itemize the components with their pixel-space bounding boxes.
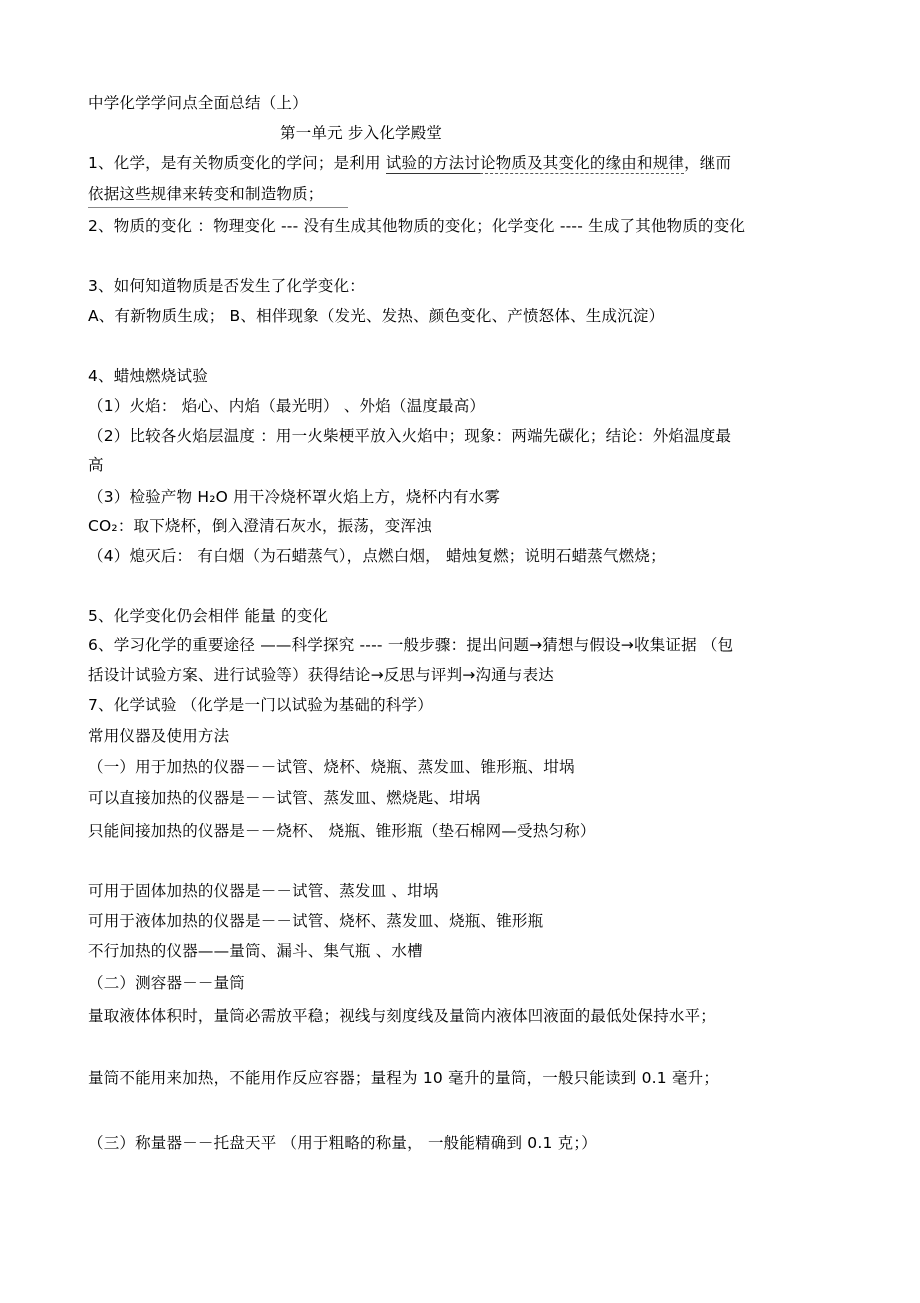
point-4: 4、蜡烛燃烧试验 — [88, 367, 208, 385]
point-6-line-b: 括设计试验方案、进行试验等）获得结论→反思与评判→沟通与表达 — [88, 666, 554, 684]
point-7-item-2: 可以直接加热的仪器是－－试管、蒸发皿、燃烧匙、坩埚 — [88, 789, 481, 807]
measuring-note-2: 量筒不能用来加热，不能用作反应容器；量程为 10 毫升的量筒，一般只能读到 0.1 毫升； — [88, 1069, 720, 1087]
point-7: 7、化学试验 （化学是一门以试验为基础的科学） — [88, 696, 433, 714]
point-7-item-1: （一）用于加热的仪器－－试管、烧杯、烧瓶、蒸发皿、锥形瓶、坩埚 — [88, 758, 575, 776]
point-1-prefix: 1、化学，是有关物质变化的学问；是利用 — [88, 154, 386, 172]
point-3-detail: A、有新物质生成； B、相伴现象（发光、发热、颜色变化、产愤怒体、生成沉淀） — [88, 307, 665, 325]
point-6-line-a: 6、学习化学的重要途径 ——科学探究 ---- 一般步骤：提出问题→猜想与假设→收集证据 （包 — [88, 636, 734, 654]
point-7-item-6: 不行加热的仪器——量筒、漏斗、集气瓶 、水槽 — [88, 942, 423, 960]
point-7-subheading: 常用仪器及使用方法 — [88, 727, 230, 745]
point-4-item-2-a: （2）比较各火焰层温度 ：用一火柴梗平放入火焰中；现象：两端先碳化；结论：外焰温度最 — [88, 427, 732, 445]
section-balance: （三）称量器－－托盘天平 （用于粗略的称量， 一般能精确到 0.1 克；） — [88, 1134, 598, 1152]
doc-title: 中学化学学问点全面总结（上） — [88, 94, 308, 112]
point-1-line-b: 依据这些规律来转变和制造物质； — [88, 185, 324, 203]
point-4-item-3-a: （3）检验产物 H₂O 用干冷烧杯罩火焰上方，烧杯内有水雾 — [88, 488, 501, 506]
point-7-item-3: 只能间接加热的仪器是－－烧杯、 烧瓶、锥形瓶（垫石棉网—受热匀称） — [88, 822, 596, 840]
underlined-phrase-2: 论物质及其变化的缘由和规律 — [480, 154, 685, 172]
section-measuring: （二）测容器－－量筒 — [88, 974, 246, 992]
point-5: 5、化学变化仍会相伴 能量 的变化 — [88, 607, 329, 625]
point-4-item-4: （4）熄灭后： 有白烟（为石蜡蒸气），点燃白烟， 蜡烛复燃；说明石蜡蒸气燃烧； — [88, 547, 666, 565]
point-7-item-5: 可用于液体加热的仪器是－－试管、烧杯、蒸发皿、烧瓶、锥形瓶 — [88, 912, 544, 930]
point-4-item-3-b: CO₂：取下烧杯，倒入澄清石灰水，振荡，变浑浊 — [88, 517, 432, 535]
point-3: 3、如何知道物质是否发生了化学变化： — [88, 277, 365, 295]
point-4-item-2-b: 高 — [88, 456, 104, 474]
divider-rule — [88, 207, 348, 208]
point-4-item-1: （1）火焰： 焰心、内焰（最光明） 、外焰（温度最高） — [88, 397, 486, 415]
measuring-note-1: 量取液体体积时，量筒必需放平稳；视线与刻度线及量筒内液体凹液面的最低处保持水平； — [88, 1007, 717, 1025]
point-1-line-a — [88, 153, 731, 173]
underlined-phrase-1: 试验的方法讨 — [385, 154, 480, 172]
point-1-suffix: ，继而 — [684, 154, 732, 172]
unit-heading: 第一单元 步入化学殿堂 — [280, 124, 443, 142]
point-2: 2、物质的变化 ：物理变化 --- 没有生成其他物质的变化；化学变化 ---- 生成了其他物质的变化 — [88, 217, 746, 235]
point-7-item-4: 可用于固体加热的仪器是－－试管、蒸发皿 、坩埚 — [88, 882, 439, 900]
